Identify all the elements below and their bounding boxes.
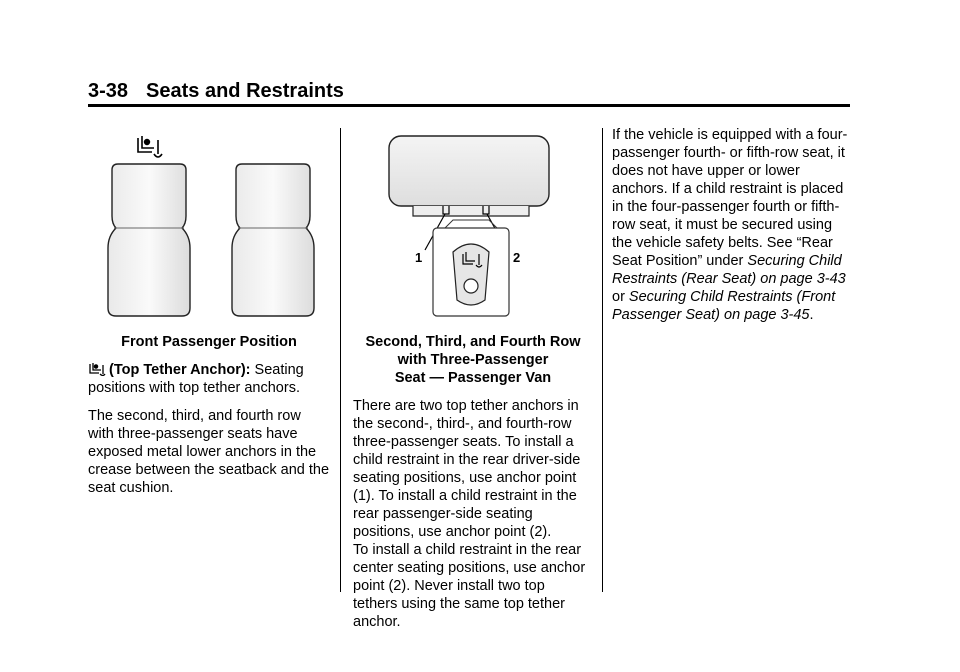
- anchor-detail-inset: [433, 220, 509, 316]
- section-title: Seats and Restraints: [146, 80, 344, 102]
- column-3: [612, 126, 856, 324]
- page-number: 3-38: [88, 80, 129, 102]
- tether-anchor-icon: [138, 136, 162, 157]
- figure-caption-line-1: Second, Third, and Fourth Row: [365, 334, 581, 350]
- figure-caption: Front Passenger Position: [121, 334, 297, 350]
- column-divider-1: [340, 128, 341, 592]
- label-2: 2: [513, 250, 521, 265]
- page-header: [88, 80, 344, 103]
- tether-heading: (Top Tether Anchor):: [109, 362, 251, 378]
- text-part-3: .: [809, 307, 814, 323]
- cross-reference-front-seat[interactable]: Securing Child Restraints (Front Passenger Seat) on page 3-45: [612, 289, 836, 323]
- front-passenger-illustration: [88, 124, 330, 320]
- tether-anchor-icon: [88, 362, 106, 376]
- rear-seat-anchor-illustration: [353, 124, 593, 320]
- label-1: 1: [415, 250, 423, 265]
- column-divider-2: [602, 128, 603, 592]
- text-part-2: or: [612, 289, 629, 305]
- anchor-paragraph-a: There are two top tether anchors in the second-, third-, and fourth-row three-passenger seats. To install a child restraint in the rear driver-side seating positions, use anchor point (1). To install a child restraint in the rear passenger-side seating positions, use anchor point (2).: [353, 398, 581, 540]
- tether-paragraph: [88, 361, 330, 397]
- column-2: [353, 124, 593, 631]
- anchor-paragraph-b: To install a child restraint in the rear center seating positions, use anchor point (2). Never install two top tethers using the same top tether anchor.: [353, 542, 586, 630]
- cross-reference-rear-seat[interactable]: Securing Child Restraints (Rear Seat) on page 3-43: [612, 253, 846, 287]
- rear-seatback: [389, 136, 549, 216]
- right-front-seat: [232, 164, 314, 316]
- lower-anchor-paragraph: The second, third, and fourth row with three-passenger seats have exposed metal lower anchors in the crease between the seatback and the seat cushion.: [88, 408, 330, 496]
- tether-text: Seating positions with top tether anchors.: [88, 362, 304, 396]
- column-1: [88, 124, 330, 497]
- figure-caption-line-2: with Three-Passenger: [397, 352, 549, 368]
- left-front-seat: [108, 164, 190, 316]
- figure-caption-line-3: Seat — Passenger Van: [394, 370, 552, 386]
- four-passenger-paragraph: [612, 126, 856, 324]
- header-rule: [88, 104, 850, 107]
- text-part-1: If the vehicle is equipped with a four-passenger fourth- or fifth-row seat, it does not have upper or lower anchors. If a child restraint is placed in the four-passenger fourth or fifth-row seat, it must be secured using the vehicle safety belts. See “Rear Seat Position” under: [612, 127, 848, 269]
